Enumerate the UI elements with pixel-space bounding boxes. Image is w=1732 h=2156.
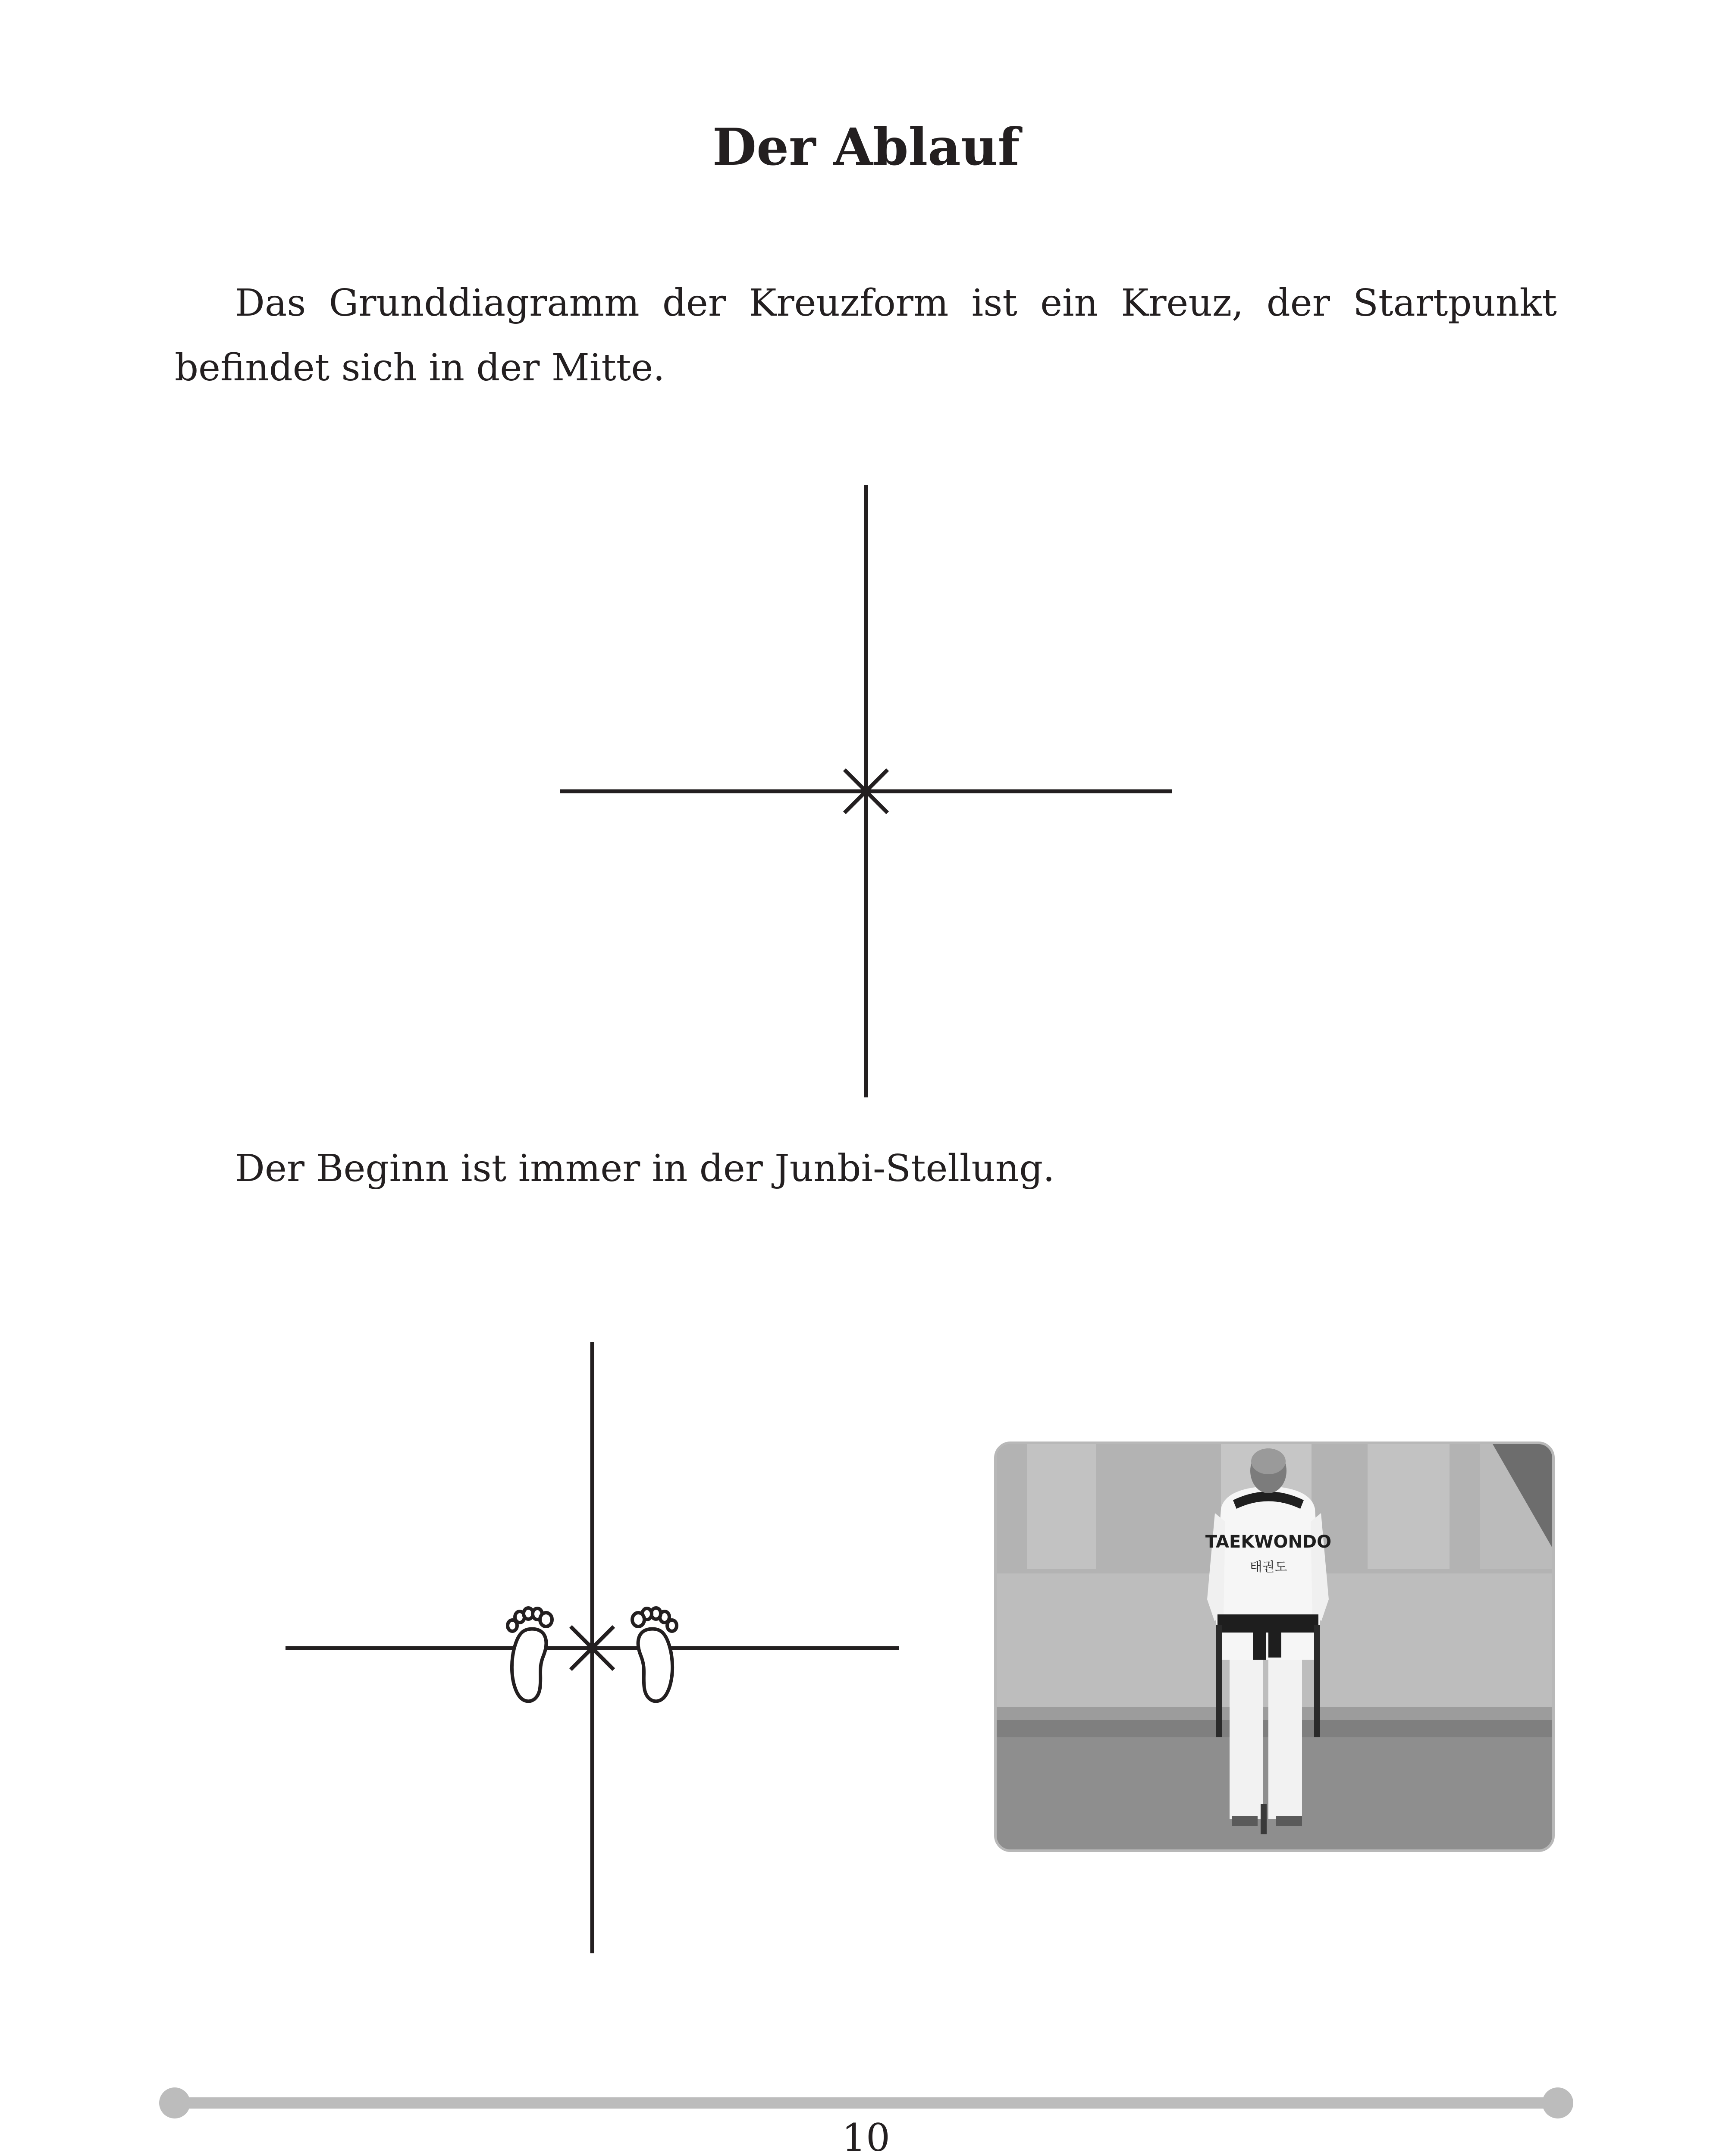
start-paragraph: Der Beginn ist immer in der Junbi-Stellung. <box>235 1147 1055 1190</box>
junbi-cross-diagram <box>286 1342 899 1953</box>
left-footprint-icon <box>508 1608 552 1701</box>
start-point-marker <box>844 770 888 813</box>
photo-illustration <box>997 1444 1552 1849</box>
right-footprint-icon <box>632 1608 677 1701</box>
page-number: 10 <box>842 2115 890 2156</box>
junbi-stance-photo <box>994 1442 1555 1852</box>
jacket-text: TAEKWONDO <box>1205 1532 1332 1552</box>
page-title: Der Ablauf <box>712 117 1020 177</box>
jacket-text-korean: 태권도 <box>1249 1560 1287 1575</box>
footer-rule <box>159 2087 1573 2118</box>
start-point-marker <box>571 1626 614 1670</box>
intro-paragraph: Das Grunddiagramm der Kreuzform ist ein Kreuz, der Startpunkt befindet sich in der Mitte. <box>175 282 1557 389</box>
cross-diagram <box>560 485 1172 1097</box>
